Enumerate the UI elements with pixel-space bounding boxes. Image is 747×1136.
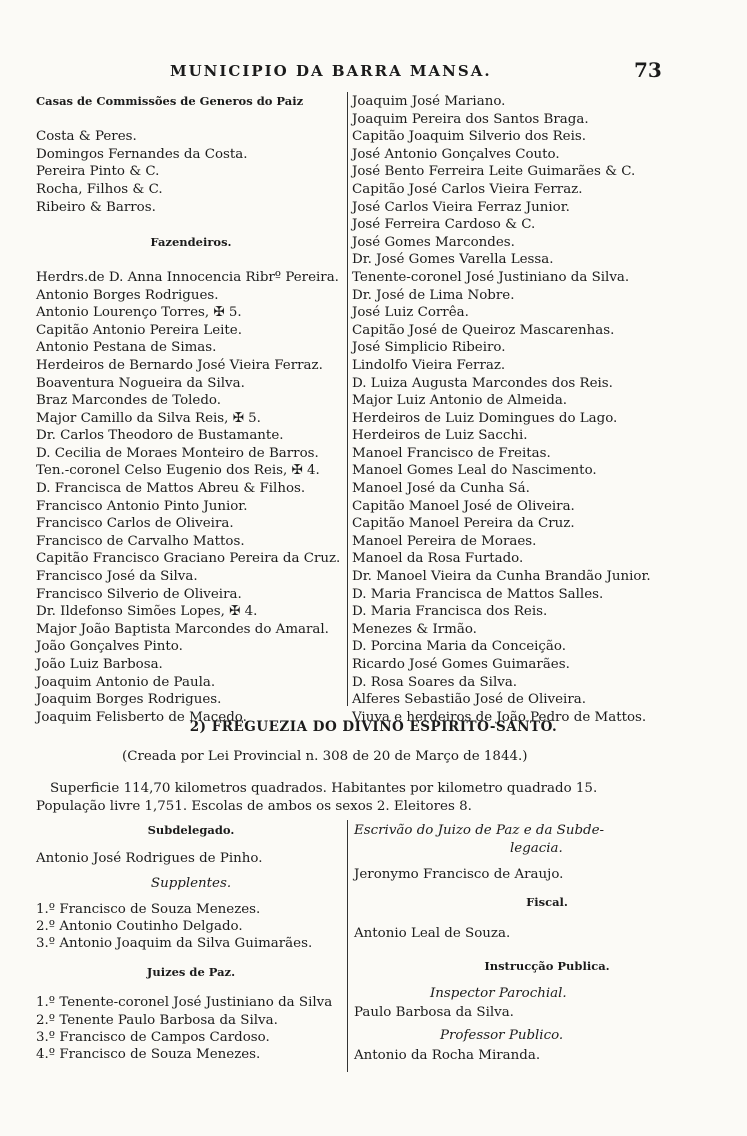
list-item: José Carlos Vieira Ferraz Junior.	[352, 199, 570, 215]
instrucao-heading-text: Instrucção Publica.	[484, 959, 610, 973]
column-divider-bottom	[347, 820, 348, 1072]
blank-row	[36, 216, 346, 234]
list-item: Capitão José de Queiroz Mascarenhas.	[352, 322, 615, 338]
list-item: Rocha, Filhos & C.	[36, 181, 163, 197]
list-item: Major João Baptista Marcondes do Amaral.	[36, 621, 329, 637]
list-item: Antonio Borges Rodrigues.	[36, 287, 219, 303]
list-item: D. Luiza Augusta Marcondes dos Reis.	[352, 375, 613, 391]
subdelegado-heading	[36, 822, 346, 840]
list-item: Ricardo José Gomes Guimarães.	[352, 657, 570, 672]
list-item: Ten.-coronel Celso Eugenio dos Reis, ✠ 4.	[36, 463, 320, 479]
list-item: D. Maria Francisca dos Reis.	[352, 604, 548, 620]
list-item: Joaquim Pereira dos Santos Braga.	[352, 111, 589, 127]
left-column-top	[36, 93, 346, 726]
creation-note: (Creada por Lei Provincial n. 308 de 20 de Março de 1844.)	[122, 749, 528, 764]
list-item: Tenente-coronel José Justiniano da Silva.	[352, 269, 630, 285]
juizes-heading	[36, 964, 346, 982]
right-column-top	[352, 93, 732, 726]
list-item: Major Luiz Antonio de Almeida.	[352, 393, 568, 409]
list-item: Braz Marcondes de Toledo.	[36, 393, 222, 409]
list-item: Joaquim José Mariano.	[352, 94, 506, 109]
list-item: D. Rosa Soares da Silva.	[352, 674, 518, 690]
escrivao-heading-2: legacia.	[510, 841, 563, 856]
list-item: João Luiz Barbosa.	[36, 657, 163, 672]
juizes-heading-text: Juizes de Paz.	[146, 965, 236, 979]
list-item: Herdeiros de Luiz Domingues do Lago.	[352, 410, 618, 426]
subdelegado-heading-text: Subdelegado.	[147, 823, 235, 837]
list-item: Francisco de Carvalho Mattos.	[36, 533, 245, 549]
fiscal-name: Antonio Leal de Souza.	[354, 926, 511, 941]
list-item: D. Porcina Maria da Conceição.	[352, 639, 566, 655]
list-item: João Gonçalves Pinto.	[36, 639, 183, 655]
list-item: Viuva e herdeiros de João Pedro de Mattos.	[352, 709, 647, 725]
inspector-heading: Inspector Parochial.	[430, 986, 567, 1001]
fazendeiros-heading: Fazendeiros.	[150, 234, 232, 249]
list-item: Joaquim Antonio de Paula.	[36, 674, 216, 690]
supplentes-heading: Supplentes.	[150, 876, 232, 891]
list-item: Pereira Pinto & C.	[36, 164, 160, 180]
supplente-2: 2.º Antonio Coutinho Delgado.	[36, 919, 243, 934]
list-item: José Gomes Marcondes.	[352, 234, 515, 250]
list-item: Manoel José da Cunha Sá.	[352, 481, 530, 497]
list-item: Manoel Pereira de Moraes.	[352, 533, 537, 549]
section-title: 2) FREGUEZIA DO DIVINO ESPIRITO-SANTO.	[189, 719, 558, 735]
professor-name: Antonio da Rocha Miranda.	[354, 1048, 541, 1063]
list-item: Dr. Manoel Vieira da Cunha Brandão Junior.	[352, 569, 651, 585]
list-item: Major Camillo da Silva Reis, ✠ 5.	[36, 410, 261, 426]
list-item: Dr. Carlos Theodoro de Bustamante.	[36, 428, 284, 444]
list-item: Domingos Fernandes da Costa.	[36, 146, 248, 162]
juiz-3: 3.º Francisco de Campos Cardoso.	[36, 1030, 270, 1045]
stats-line-1: Superficie 114,70 kilometros quadrados. Habitantes por kilometro quadrado 15.	[50, 781, 598, 796]
list-item: Costa & Peres.	[36, 129, 137, 145]
list-item: Manoel Gomes Leal do Nascimento.	[352, 463, 597, 479]
list-item: Dr. José Gomes Varella Lessa.	[352, 252, 554, 268]
instrucao-heading	[352, 958, 742, 976]
list-item: Manoel Francisco de Freitas.	[352, 445, 551, 461]
list-item: Boaventura Nogueira da Silva.	[36, 375, 245, 391]
blank-row	[36, 111, 346, 129]
list-item: Francisco José da Silva.	[36, 569, 198, 585]
list-item: Capitão José Carlos Vieira Ferraz.	[352, 181, 583, 197]
list-item: D. Maria Francisca de Mattos Salles.	[352, 586, 604, 602]
list-item: Francisco Carlos de Oliveira.	[36, 516, 234, 532]
professor-heading: Professor Publico.	[440, 1028, 564, 1043]
list-item: José Bento Ferreira Leite Guimarães & C.	[352, 164, 636, 180]
list-item: José Ferreira Cardoso & C.	[352, 217, 536, 233]
juiz-4: 4.º Francisco de Souza Menezes.	[36, 1047, 261, 1062]
list-item: Capitão Joaquim Silverio dos Reis.	[352, 129, 587, 145]
list-item: Ribeiro & Barros.	[36, 199, 156, 215]
blank-row	[36, 251, 346, 269]
juiz-1: 1.º Tenente-coronel José Justiniano da Silva	[36, 995, 333, 1010]
list-item: Capitão Manoel Pereira da Cruz.	[352, 516, 575, 532]
page-header	[0, 58, 747, 86]
column-divider-top	[347, 92, 348, 706]
page-title: MUNICIPIO DA BARRA MANSA.	[170, 62, 492, 80]
list-item: Herdrs.de D. Anna Innocencia Ribrº Pereira.	[36, 269, 339, 285]
list-item: Manoel da Rosa Furtado.	[352, 551, 524, 567]
list-item: Lindolfo Vieira Ferraz.	[352, 357, 506, 373]
inspector-name: Paulo Barbosa da Silva.	[354, 1005, 514, 1020]
supplente-1: 1.º Francisco de Souza Menezes.	[36, 902, 261, 917]
fiscal-heading	[352, 894, 742, 912]
list-item: Alferes Sebastião José de Oliveira.	[352, 692, 586, 708]
escrivao-heading-1: Escrivão do Juizo de Paz e da Subde-	[354, 823, 605, 838]
supplente-3: 3.º Antonio Joaquim da Silva Guimarães.	[36, 936, 313, 951]
list-item: José Luiz Corrêa.	[352, 305, 469, 321]
list-item: Antonio Pestana de Simas.	[36, 340, 217, 356]
list-item: José Simplicio Ribeiro.	[352, 340, 506, 356]
fiscal-heading-text: Fiscal.	[526, 895, 568, 909]
list-item: Capitão Manoel José de Oliveira.	[352, 498, 575, 514]
casas-heading: Casas de Commissões de Generos do Paiz	[36, 94, 304, 108]
list-item: D. Francisca de Mattos Abreu & Filhos.	[36, 481, 306, 497]
list-item: Menezes & Irmão.	[352, 621, 477, 637]
list-item: Capitão Francisco Graciano Pereira da Cruz.	[36, 551, 341, 567]
page-number: 73	[634, 58, 662, 82]
list-item: José Antonio Gonçalves Couto.	[352, 146, 560, 162]
list-item: Dr. José de Lima Nobre.	[352, 287, 515, 303]
list-item: Francisco Silverio de Oliveira.	[36, 586, 242, 602]
list-item: Antonio Lourenço Torres, ✠ 5.	[36, 305, 242, 321]
list-item: D. Cecilia de Moraes Monteiro de Barros.	[36, 445, 319, 461]
list-item: Joaquim Borges Rodrigues.	[36, 692, 222, 708]
list-item: Dr. Ildefonso Simões Lopes, ✠ 4.	[36, 604, 258, 620]
escrivao-name: Jeronymo Francisco de Araujo.	[354, 867, 564, 882]
list-item: Capitão Antonio Pereira Leite.	[36, 322, 242, 338]
list-item: Joaquim Felisberto de Macedo.	[36, 709, 247, 725]
list-item: Herdeiros de Luiz Sacchi.	[352, 428, 528, 444]
list-item: Herdeiros de Bernardo José Vieira Ferraz.	[36, 357, 323, 373]
stats-line-2: População livre 1,751. Escolas de ambos os sexos 2. Eleitores 8.	[36, 799, 472, 814]
subdelegado-name: Antonio José Rodrigues de Pinho.	[36, 851, 263, 866]
juiz-2: 2.º Tenente Paulo Barbosa da Silva.	[36, 1013, 278, 1028]
list-item: Francisco Antonio Pinto Junior.	[36, 498, 248, 514]
